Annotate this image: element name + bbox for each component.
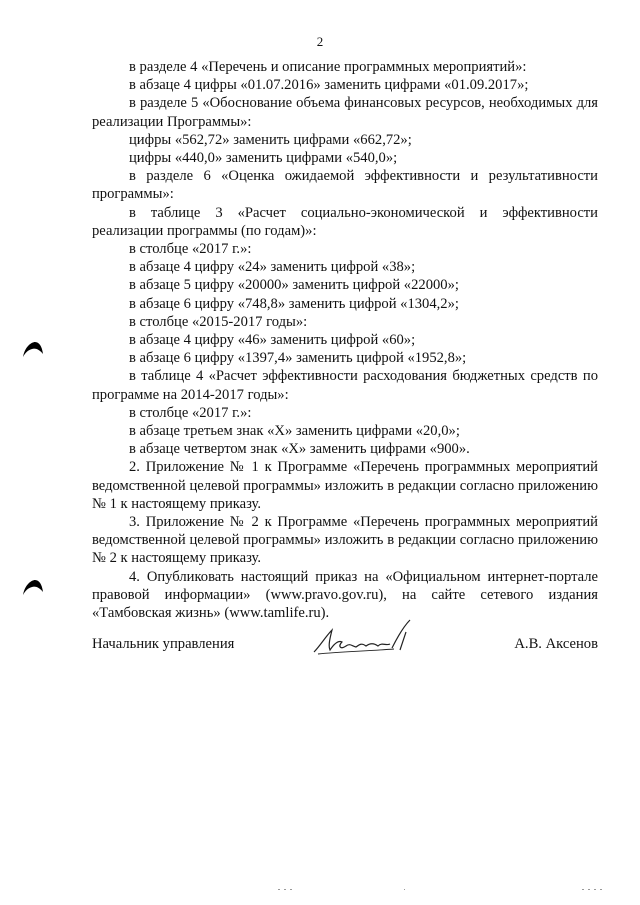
paragraph: в абзаце 6 цифру «1397,4» заменить цифрой «1952,8»; [129,350,467,367]
paragraph: в абзаце четвертом знак «Х» заменить цифрами «900». [129,441,470,458]
paragraph: цифры «562,72» заменить цифрами «662,72»; [129,131,412,148]
paragraph: 4. Опубликовать настоящий приказ на «Официальном интернет-портале правовой информации» (www.pravo.gov.ru), на сайте сетевого издания «Тамбовская жизнь» (www.tamlife.ru). [92,568,598,622]
paragraph: в абзаце 5 цифру «20000» заменить цифрой «22000»; [129,277,459,294]
document-body [92,58,598,622]
punch-hole-mark [22,578,44,598]
paragraph: в таблице 3 «Расчет социально-экономической и эффективности реализации программы (по годам)»: [92,204,598,239]
paragraph: в разделе 6 «Оценка ожидаемой эффективности и результативности программы»: [92,168,598,203]
page-number: 2 [316,34,324,49]
paragraph: в абзаце 4 цифру «24» заменить цифрой «38»; [129,259,416,276]
paragraph: в таблице 4 «Расчет эффективности расходования бюджетных средств по программе на 2014-2017 годы»: [92,368,598,403]
paragraph: в столбце «2017 г.»: [129,241,252,258]
paragraph: в столбце «2017 г.»: [129,404,252,421]
paragraph: в разделе 4 «Перечень и описание программных мероприятий»: [129,59,527,75]
paragraph: в абзаце третьем знак «Х» заменить цифрами «20,0»; [129,423,460,440]
paragraph: в абзаце 4 цифру «46» заменить цифрой «60»; [129,332,416,349]
handwritten-signature [308,616,418,660]
signatory-name: А.В. Аксенов [514,636,598,652]
paragraph: в абзаце 4 цифры «01.07.2016» заменить цифрами «01.09.2017»; [129,77,529,94]
paragraph: в абзаце 6 цифру «748,8» заменить цифрой «1304,2»; [129,295,459,312]
scan-specks [0,887,640,893]
signature-block [92,630,598,670]
paragraph: 2. Приложение № 1 к Программе «Перечень программных мероприятий ведомственной целевой программы» изложить в редакции согласно приложению № 1 к настоящему приказу. [92,459,598,512]
punch-hole-mark [22,340,44,360]
paragraph: цифры «440,0» заменить цифрами «540,0»; [129,150,398,167]
paragraph: 3. Приложение № 2 к Программе «Перечень программных мероприятий ведомственной целевой программы» изложить в редакции согласно приложению № 2 к настоящему приказу. [92,514,598,567]
paragraph: в разделе 5 «Обоснование объема финансовых ресурсов, необходимых для реализации Программы»: [92,95,598,130]
signatory-title: Начальник управления [92,636,235,652]
paragraph: в столбце «2015-2017 годы»: [129,313,308,330]
